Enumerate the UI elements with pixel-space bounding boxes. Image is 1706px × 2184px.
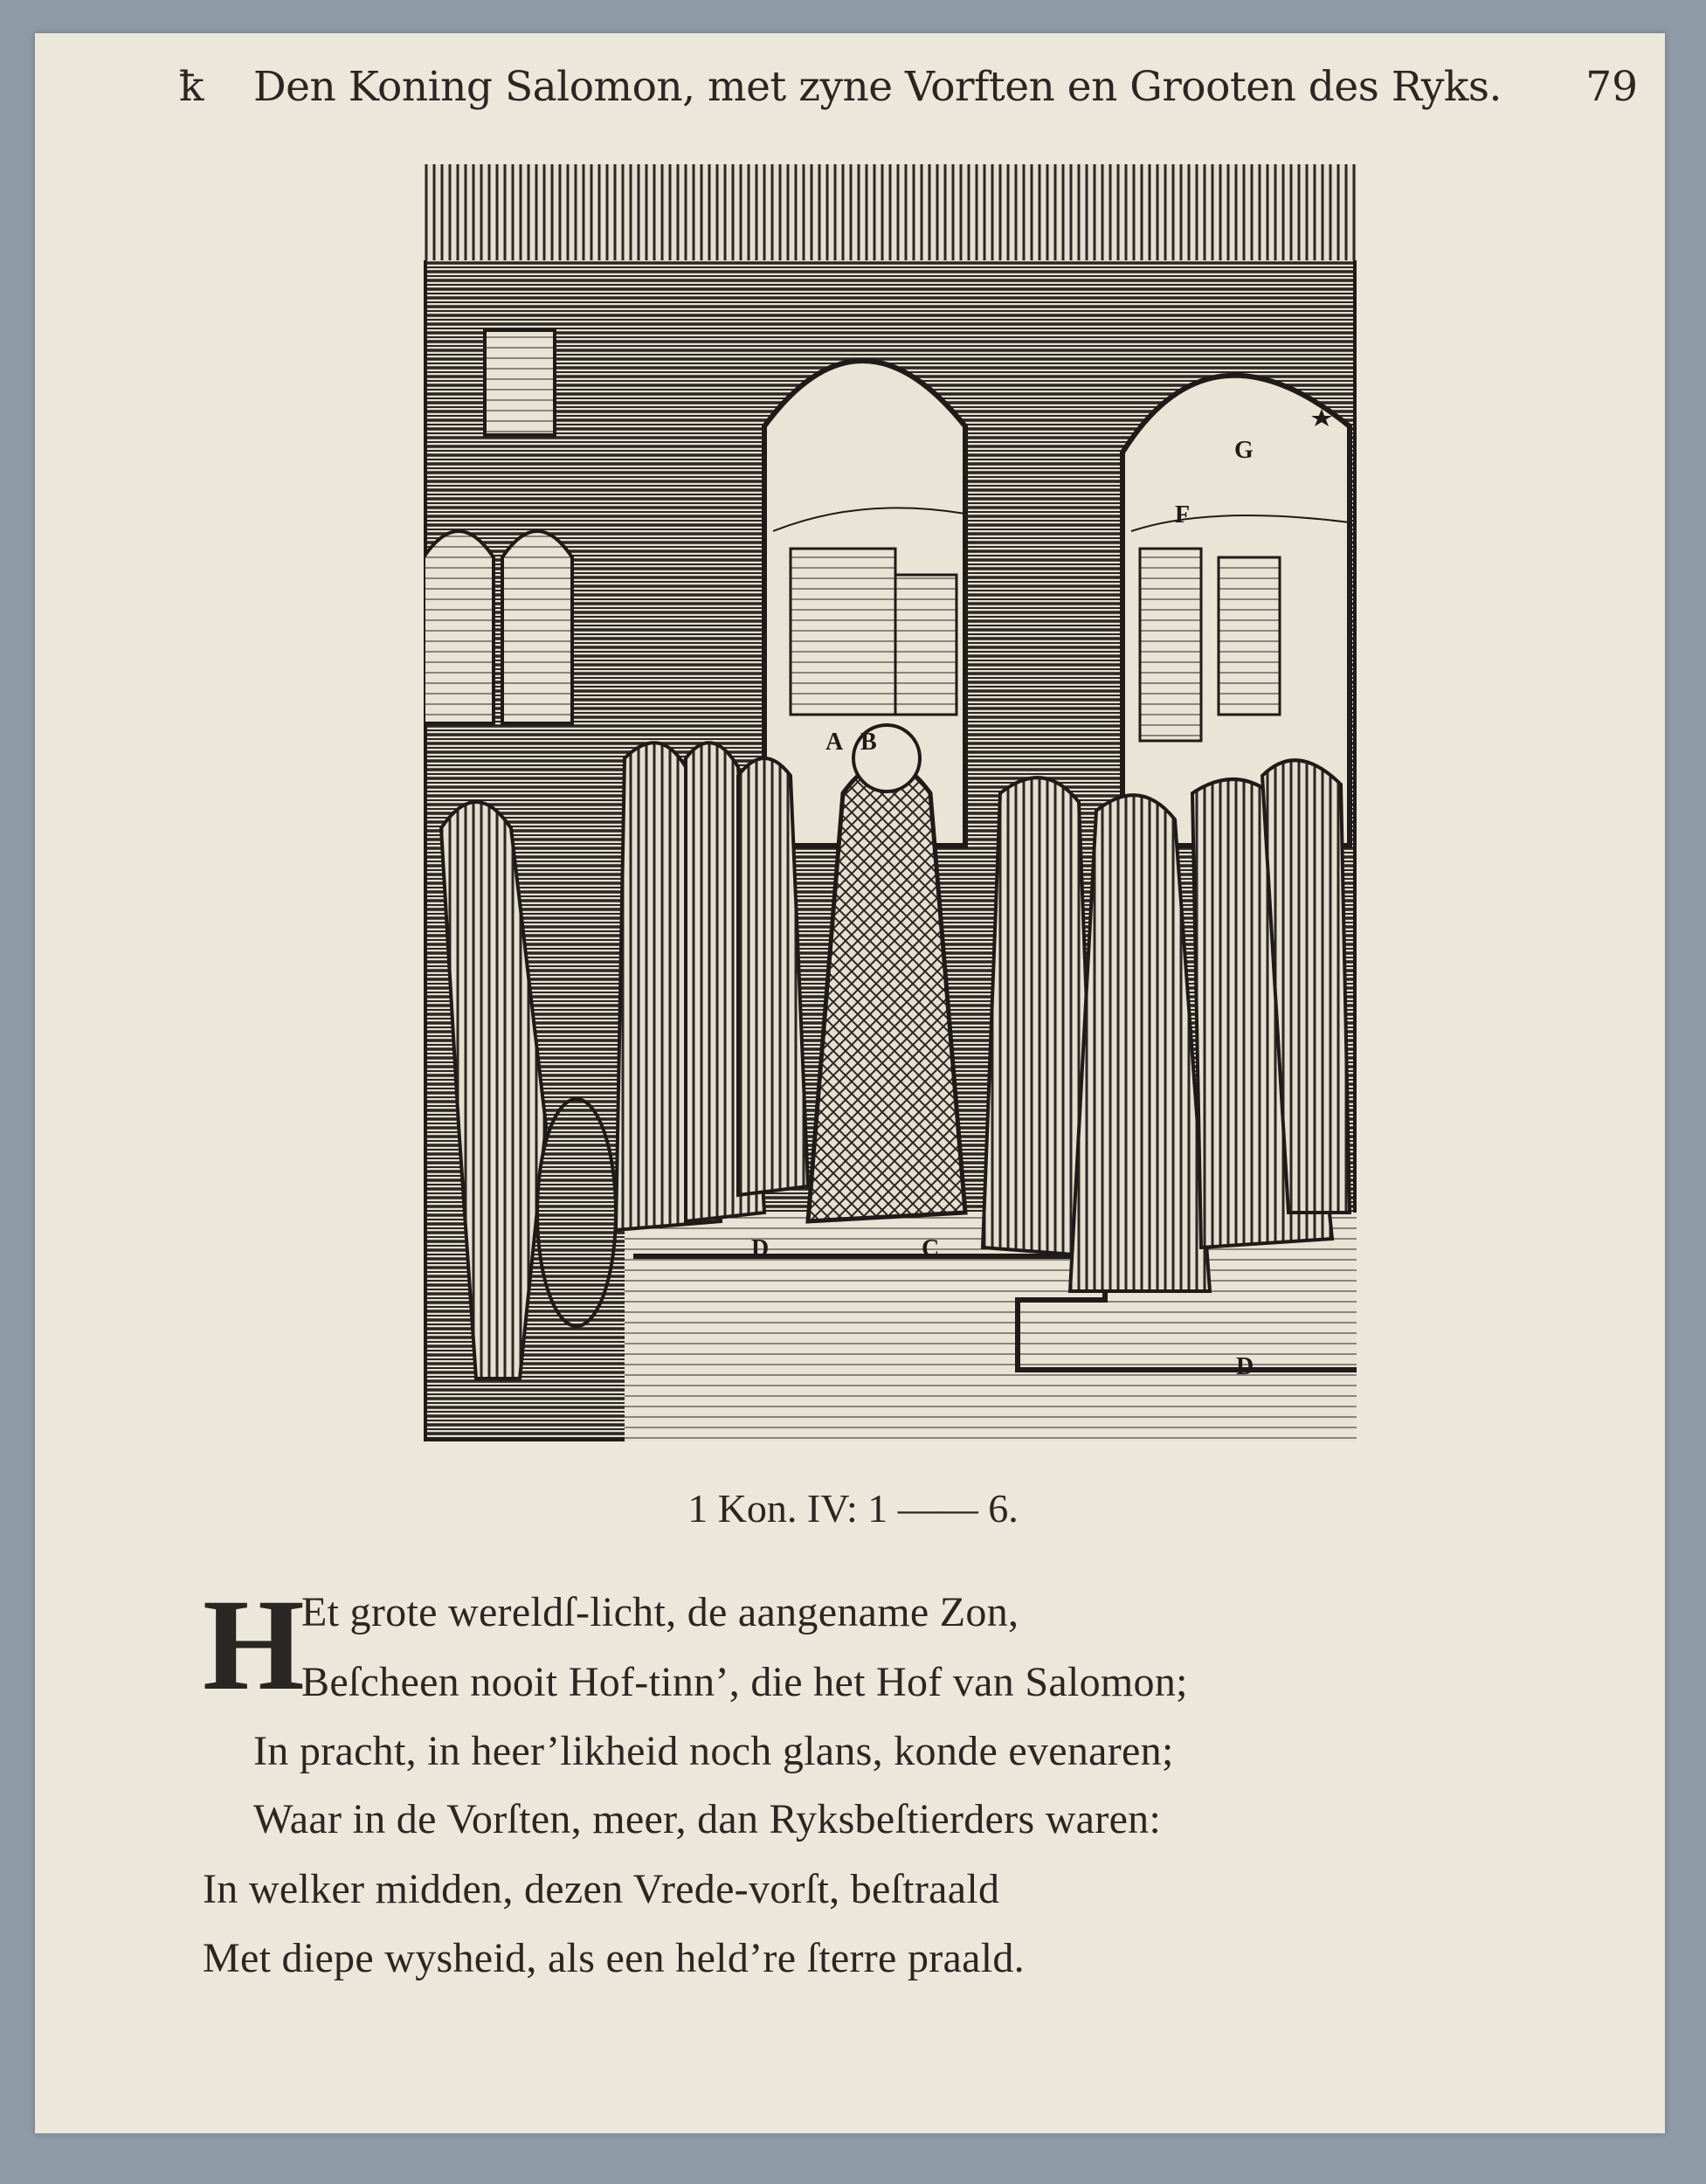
illustration-label-c: C	[922, 1235, 940, 1262]
page-number: 79	[1585, 63, 1638, 111]
illustration-label-b: B	[860, 729, 877, 756]
poem-line: Waar in de Vorſten, meer, dan Ryksbeſtierders waren:	[253, 1796, 1162, 1842]
signature-mark: ꝁ	[179, 63, 205, 111]
illustration-label-d: D	[751, 1235, 770, 1262]
poem-line: Met diepe wysheid, als een held’re ſterre praald.	[203, 1935, 1025, 1981]
poem-line: In pracht, in heer’likheid noch glans, konde evenaren;	[253, 1728, 1174, 1774]
poem-line: Et grote wereldſ-licht, de aangename Zon,	[301, 1589, 1019, 1635]
illustration-label-d: D	[1236, 1353, 1254, 1380]
poem-line: In welker midden, dezen Vrede-vorſt, beſtraald	[203, 1866, 1000, 1912]
bible-reference: 1 Kon. IV: 1 —— 6.	[687, 1486, 1019, 1531]
poem-line: Beſcheen nooit Hof-tinn’, die het Hof van Salomon;	[301, 1659, 1188, 1705]
illustration-label-a: A	[825, 729, 844, 756]
illustration-label-g: G	[1234, 437, 1254, 464]
page-title: Den Koning Salomon, met zyne Vorften en Grooten des Ryks.	[253, 63, 1502, 111]
illustration-label-f: F	[1175, 501, 1191, 529]
woodcut-illustration	[424, 164, 1357, 1441]
drop-cap: H	[203, 1572, 305, 1717]
